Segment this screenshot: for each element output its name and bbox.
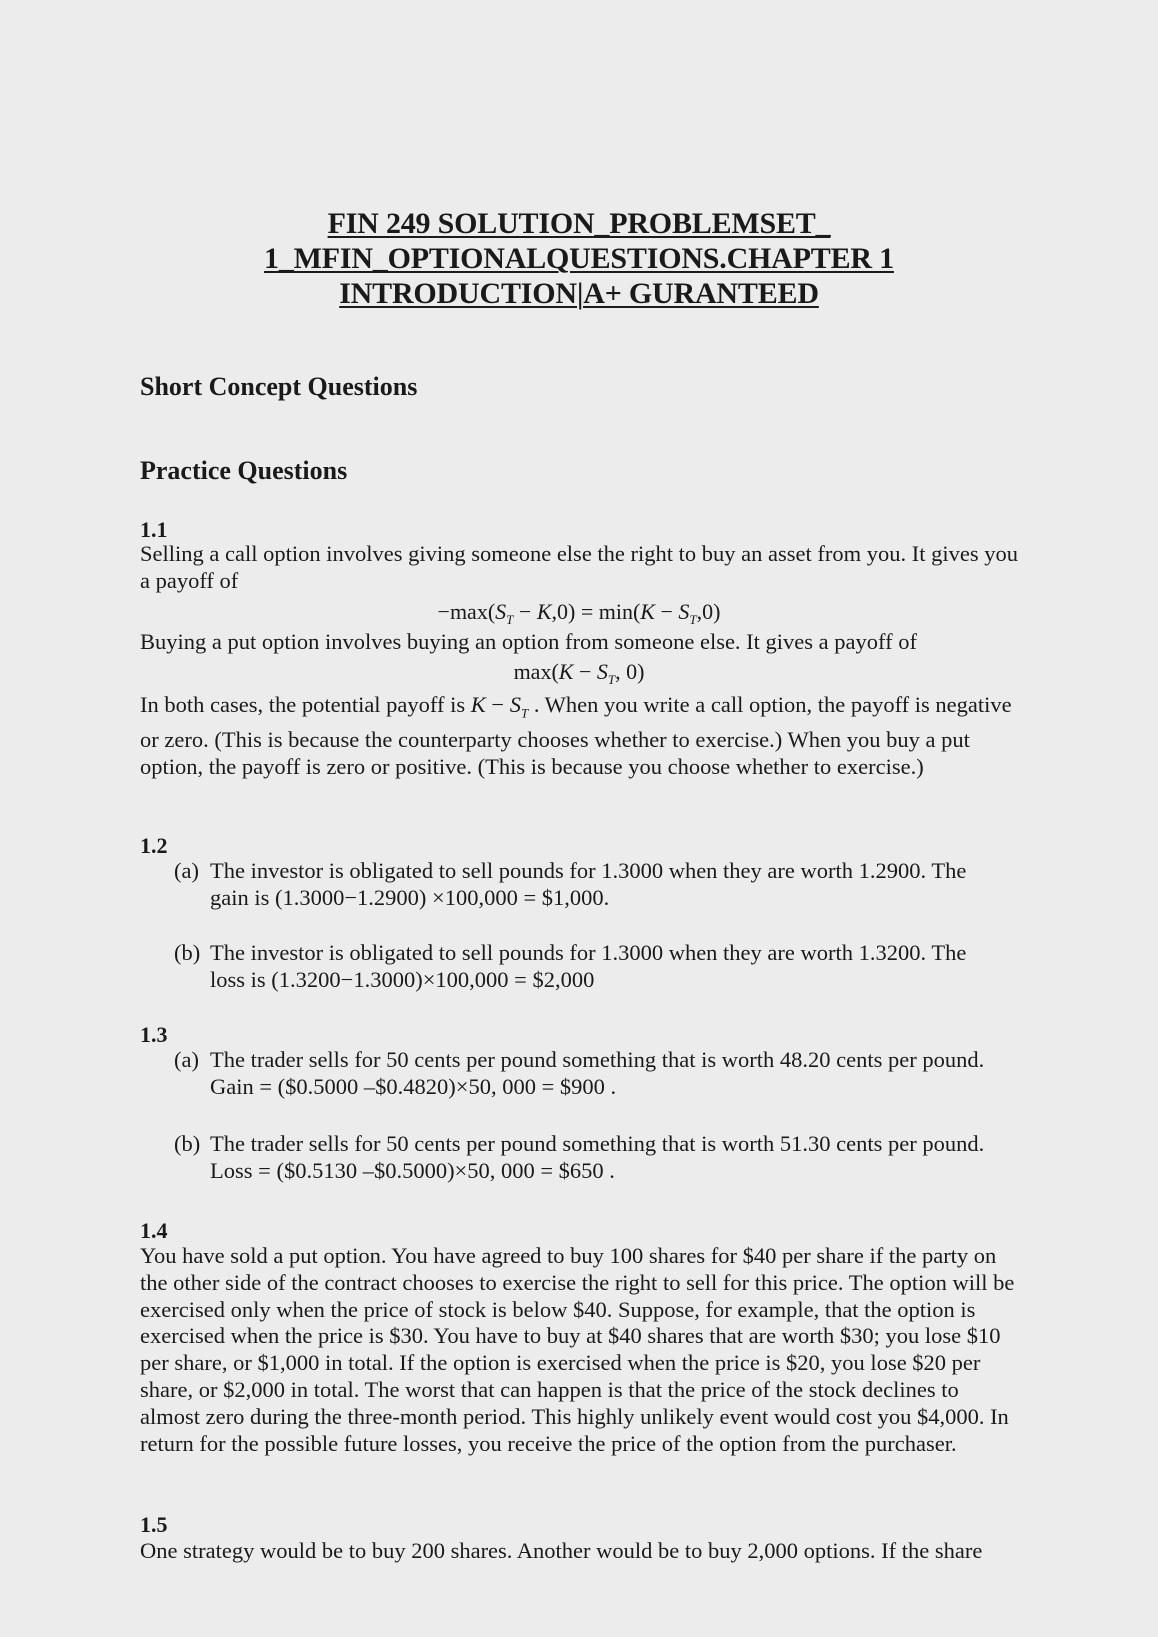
math-subscript: T (520, 705, 529, 721)
text-run: . When you write a call option, the payoff is negative or zero. (This is because the counterparty chooses whether to exercise.) When you buy a put option, the payoff is zero or positive. (This is because you choose whether to exercise.) (140, 692, 1012, 780)
q1-1-paragraph-1: Selling a call option involves giving someone else the right to buy an asset from you. It gives you a payoff of (140, 541, 1018, 593)
formula-part: , 0) (615, 659, 645, 684)
formula-part: K (640, 599, 655, 624)
heading-short-concept: Short Concept Questions (140, 372, 418, 401)
title-line-2: 1_MFIN_OPTIONALQUESTIONS.CHAPTER 1 (264, 242, 894, 275)
item-line: The investor is obligated to sell pounds for 1.3000 when they are worth 1.2900. The (210, 858, 967, 883)
text-run: In both cases, the potential payoff is (140, 692, 471, 717)
title-line-1: FIN 249 SOLUTION_PROBLEMSET_ (327, 207, 831, 240)
formula-part: − (513, 599, 537, 624)
q1-3-item-a (174, 1047, 1034, 1100)
item-line: The trader sells for 50 cents per pound something that is worth 51.30 cents per pound. (210, 1131, 985, 1156)
math-symbol: S (509, 692, 521, 717)
formula-part: ,0) = min( (551, 599, 641, 624)
q1-2-item-b (174, 940, 1034, 993)
formula-part: S (678, 599, 690, 624)
item-label: (b) (174, 940, 201, 965)
item-line: Loss = ($0.5130 –$0.5000)×50, 000 = $650 . (210, 1157, 615, 1183)
item-label: (a) (174, 858, 199, 883)
formula-part: −max( (437, 599, 496, 624)
formula-part: max( (513, 659, 559, 684)
formula-part: − (573, 659, 597, 684)
formula-part: K (536, 599, 552, 624)
q1-2-item-a (174, 858, 1034, 911)
question-number-1-3: 1.3 (140, 1022, 168, 1047)
heading-practice: Practice Questions (140, 456, 348, 485)
q1-1-formula-1 (0, 599, 1158, 628)
math-symbol: K (470, 692, 486, 717)
q1-1-formula-2 (0, 659, 1158, 688)
q1-4-paragraph: You have sold a put option. You have agreed to buy 100 shares for $40 per share if the party on the other side of the contract chooses to exercise the right to sell for this price. The option will be exercised only when the price of stock is below $40. Suppose, for example, that the option is exercised when the price is $30. You have to buy at $40 shares that are worth $30; you lose $10 per share, or $1,000 in total. If the option is exercised when the price is $20, you lose $20 per share, or $2,000 in total. The worst that can happen is that the price of the stock declines to almost zero during the three-month period. This highly unlikely event would cost you $4,000. In return for the possible future losses, you receive the price of the option from the purchaser. (140, 1243, 1015, 1456)
q1-3-item-b (174, 1131, 1034, 1184)
text-run: − (485, 692, 510, 717)
formula-part: S (596, 659, 608, 684)
q1-1-paragraph-3 (140, 692, 1020, 781)
item-label: (a) (174, 1047, 199, 1072)
formula-subscript: T (689, 612, 697, 627)
formula-subscript: T (506, 612, 514, 627)
question-number-1-1: 1.1 (140, 517, 168, 542)
item-line: Gain = ($0.5000 –$0.4820)×50, 000 = $900 . (210, 1073, 617, 1099)
item-line: The trader sells for 50 cents per pound something that is worth 48.20 cents per pound. (210, 1047, 985, 1072)
title-line-3: INTRODUCTION|A+ GURANTEED (339, 277, 819, 310)
question-number-1-4: 1.4 (140, 1218, 168, 1243)
item-line: The investor is obligated to sell pounds for 1.3000 when they are worth 1.3200. The (210, 940, 967, 965)
item-line: gain is (1.3000−1.2900) ×100,000 = $1,000. (210, 884, 610, 910)
document-title (0, 206, 1158, 311)
formula-subscript: T (607, 672, 616, 687)
question-number-1-5: 1.5 (140, 1512, 168, 1537)
q1-1-paragraph-2: Buying a put option involves buying an option from someone else. It gives a payoff of (140, 629, 917, 654)
question-number-1-2: 1.2 (140, 833, 168, 858)
formula-part: K (558, 659, 574, 684)
item-label: (b) (174, 1131, 201, 1156)
item-line: loss is (1.3200−1.3000)×100,000 = $2,000 (210, 966, 595, 992)
q1-5-paragraph: One strategy would be to buy 200 shares. Another would be to buy 2,000 options. If the share (140, 1538, 983, 1563)
formula-part: − (654, 599, 679, 624)
formula-part: S (495, 599, 507, 624)
formula-part: ,0) (696, 599, 721, 624)
